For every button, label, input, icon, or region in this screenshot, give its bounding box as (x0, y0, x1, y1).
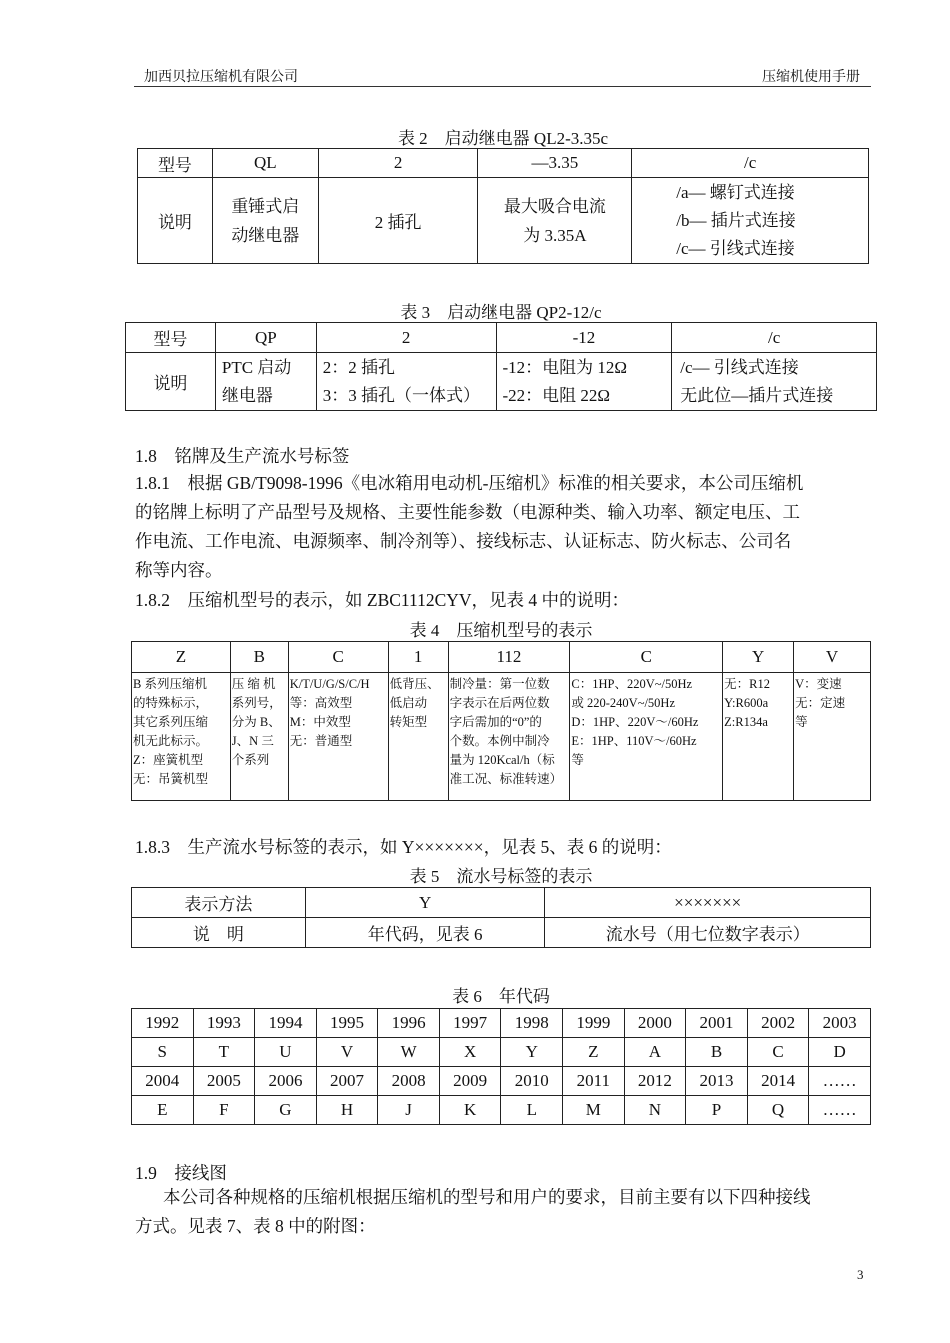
t5-r1-c1: Y (305, 888, 545, 918)
table5 (131, 887, 871, 948)
t6-r1-c10: C (747, 1038, 809, 1067)
t4-h5: C (570, 642, 723, 673)
t6-r2-c7: 2011 (563, 1067, 625, 1096)
t2-r1-c4: /c (632, 149, 869, 178)
table2 (137, 148, 869, 264)
t2-r2-c1: 重锤式启 动继电器 (212, 178, 318, 264)
t6-r1-c5: X (439, 1038, 501, 1067)
t6-r3-c9: P (686, 1096, 748, 1125)
t2-r1-c2: 2 (318, 149, 478, 178)
header-manual-title: 压缩机使用手册 (762, 70, 860, 85)
t3-r1-c4: /c (672, 323, 877, 353)
table4-caption: 表 4 压缩机型号的表示 (409, 621, 593, 640)
t6-r3-c0: E (132, 1096, 194, 1125)
t6-r1-c8: A (624, 1038, 686, 1067)
t2-r1-c0: 型号 (138, 149, 213, 178)
t3-r1-c3: -12 (496, 323, 672, 353)
t6-r3-c1: F (193, 1096, 255, 1125)
t6-r3-c5: K (439, 1096, 501, 1125)
t2-r1-c1: QL (212, 149, 318, 178)
t2-r2-c2: 2 插孔 (318, 178, 478, 264)
t6-r1-c7: Z (563, 1038, 625, 1067)
t4-cell-7: V：变速 无：定速 等 (794, 673, 871, 801)
t5-r1-c2: ××××××× (545, 888, 871, 918)
t6-r0-c3: 1995 (316, 1009, 378, 1038)
section-1-8-title: 1.8 铭牌及生产流水号标签 (135, 446, 350, 466)
t6-r0-c9: 2001 (686, 1009, 748, 1038)
t6-r1-c1: T (193, 1038, 255, 1067)
t6-r1-c11: D (809, 1038, 871, 1067)
t6-r2-c4: 2008 (378, 1067, 440, 1096)
t6-r1-c6: Y (501, 1038, 563, 1067)
t6-r0-c5: 1997 (439, 1009, 501, 1038)
t6-r2-c9: 2013 (686, 1067, 748, 1096)
t3-r1-c0: 型号 (126, 323, 216, 353)
t6-r3-c11: …… (809, 1096, 871, 1125)
t4-h3: 1 (388, 642, 448, 673)
table2-caption: 表 2 启动继电器 QL2-3.35c (397, 129, 609, 148)
t5-r2-c0: 说 明 (132, 918, 306, 948)
t6-r2-c10: 2014 (747, 1067, 809, 1096)
t6-r3-c10: Q (747, 1096, 809, 1125)
t6-r3-c6: L (501, 1096, 563, 1125)
t4-h2: C (288, 642, 388, 673)
t6-r2-c2: 2006 (255, 1067, 317, 1096)
t6-r3-c2: G (255, 1096, 317, 1125)
t3-r1-c2: 2 (316, 323, 496, 353)
t4-cell-3: 低背压、 低启动 转矩型 (388, 673, 448, 801)
t6-r0-c6: 1998 (501, 1009, 563, 1038)
t5-r2-c1: 年代码，见表 6 (305, 918, 545, 948)
t4-h6: Y (723, 642, 794, 673)
t4-cell-2: K/T/U/G/S/C/H 等：高效型 M：中效型 无：普通型 (288, 673, 388, 801)
t4-cell-0: B 系列压缩机 的特殊标示， 其它系列压缩 机无此标示。 Z：座簧机型 无：吊簧机型 (132, 673, 231, 801)
t6-r0-c10: 2002 (747, 1009, 809, 1038)
t6-r0-c8: 2000 (624, 1009, 686, 1038)
t4-cell-1: 压 缩 机 系列号， 分为 B、 J、N 三 个系列 (230, 673, 288, 801)
paragraph-1-8-3: 1.8.3 生产流水号标签的表示，如 Y×××××××，见表 5、表 6 的说明： (135, 837, 672, 857)
section-1-9-title: 1.9 接线图 (135, 1163, 227, 1183)
t4-cell-4: 制冷量：第一位数 字表示在后两位数 字后需加的“0”的 个数。本例中制冷 量为 120Kcal/h（标 准工况、标准转速） (448, 673, 570, 801)
paragraph-1-8-1: 1.8.1 根据 GB/T9098-1996《电冰箱用电动机-压缩机》标准的相关要求，本公司压缩机 的铭牌上标明了产品型号及规格、主要性能参数（电源种类、输入功率、额定电压、工 作电流、工作电流、电源频率、制冷剂等）、接线标志、认证标志、防火标志、公司名 称等内容。 (135, 473, 804, 580)
table3 (125, 322, 877, 411)
paragraph-1-8-2: 1.8.2 压缩机型号的表示，如 ZBC1112CYV，见表 4 中的说明： (135, 590, 630, 610)
t6-r2-c6: 2010 (501, 1067, 563, 1096)
t6-r3-c8: N (624, 1096, 686, 1125)
table6 (131, 1008, 871, 1125)
table3-caption: 表 3 启动继电器 QP2-12/c (400, 303, 602, 322)
t6-r2-c3: 2007 (316, 1067, 378, 1096)
t2-r2-c4: /a— 螺钉式连接 /b— 插片式连接 /c— 引线式连接 (632, 178, 869, 264)
t2-r2-label: 说明 (138, 178, 213, 264)
t6-r2-c8: 2012 (624, 1067, 686, 1096)
t3-r2-label: 说明 (126, 353, 216, 411)
t6-r3-c4: J (378, 1096, 440, 1125)
table6-caption: 表 6 年代码 (452, 987, 550, 1006)
t3-r2-c1: PTC 启动 继电器 (215, 353, 316, 411)
t6-r0-c1: 1993 (193, 1009, 255, 1038)
page-number: 3 (857, 1267, 864, 1282)
t3-r1-c1: QP (215, 323, 316, 353)
t6-r2-c1: 2005 (193, 1067, 255, 1096)
t6-r0-c0: 1992 (132, 1009, 194, 1038)
t4-h1: B (230, 642, 288, 673)
t5-r2-c2: 流水号（用七位数字表示） (545, 918, 871, 948)
t6-r1-c0: S (132, 1038, 194, 1067)
table5-caption: 表 5 流水号标签的表示 (409, 867, 593, 886)
t6-r2-c11: …… (809, 1067, 871, 1096)
t4-h7: V (794, 642, 871, 673)
t3-r2-c3: -12：电阻为 12Ω -22：电阻 22Ω (496, 353, 672, 411)
t6-r3-c7: M (563, 1096, 625, 1125)
t6-r1-c9: B (686, 1038, 748, 1067)
t4-cell-6: 无：R12 Y:R600a Z:R134a (723, 673, 794, 801)
t6-r1-c4: W (378, 1038, 440, 1067)
t6-r1-c3: V (316, 1038, 378, 1067)
t6-r3-c3: H (316, 1096, 378, 1125)
t6-r2-c5: 2009 (439, 1067, 501, 1096)
t4-h0: Z (132, 642, 231, 673)
t6-r2-c0: 2004 (132, 1067, 194, 1096)
t3-r2-c2: 2：2 插孔 3：3 插孔（一体式） (316, 353, 496, 411)
t4-h4: 112 (448, 642, 570, 673)
t2-r2-c3: 最大吸合电流 为 3.35A (478, 178, 632, 264)
t4-cell-5: C：1HP、220V~/50Hz 或 220-240V~/50Hz D：1HP、220V～/60Hz E：1HP、110V～/60Hz 等 (570, 673, 723, 801)
header-company: 加西贝拉压缩机有限公司 (144, 70, 298, 85)
t5-r1-c0: 表示方法 (132, 888, 306, 918)
t6-r1-c2: U (255, 1038, 317, 1067)
t6-r0-c7: 1999 (563, 1009, 625, 1038)
t6-r0-c11: 2003 (809, 1009, 871, 1038)
t6-r0-c4: 1996 (378, 1009, 440, 1038)
t2-r1-c3: —3.35 (478, 149, 632, 178)
t6-r0-c2: 1994 (255, 1009, 317, 1038)
paragraph-1-9: 本公司各种规格的压缩机根据压缩机的型号和用户的要求，目前主要有以下四种接线 方式。见表 7、表 8 中的附图： (135, 1187, 811, 1236)
table4 (131, 641, 871, 801)
header-rule (134, 86, 871, 87)
t3-r2-c4: /c— 引线式连接 无此位—插片式连接 (672, 353, 877, 411)
